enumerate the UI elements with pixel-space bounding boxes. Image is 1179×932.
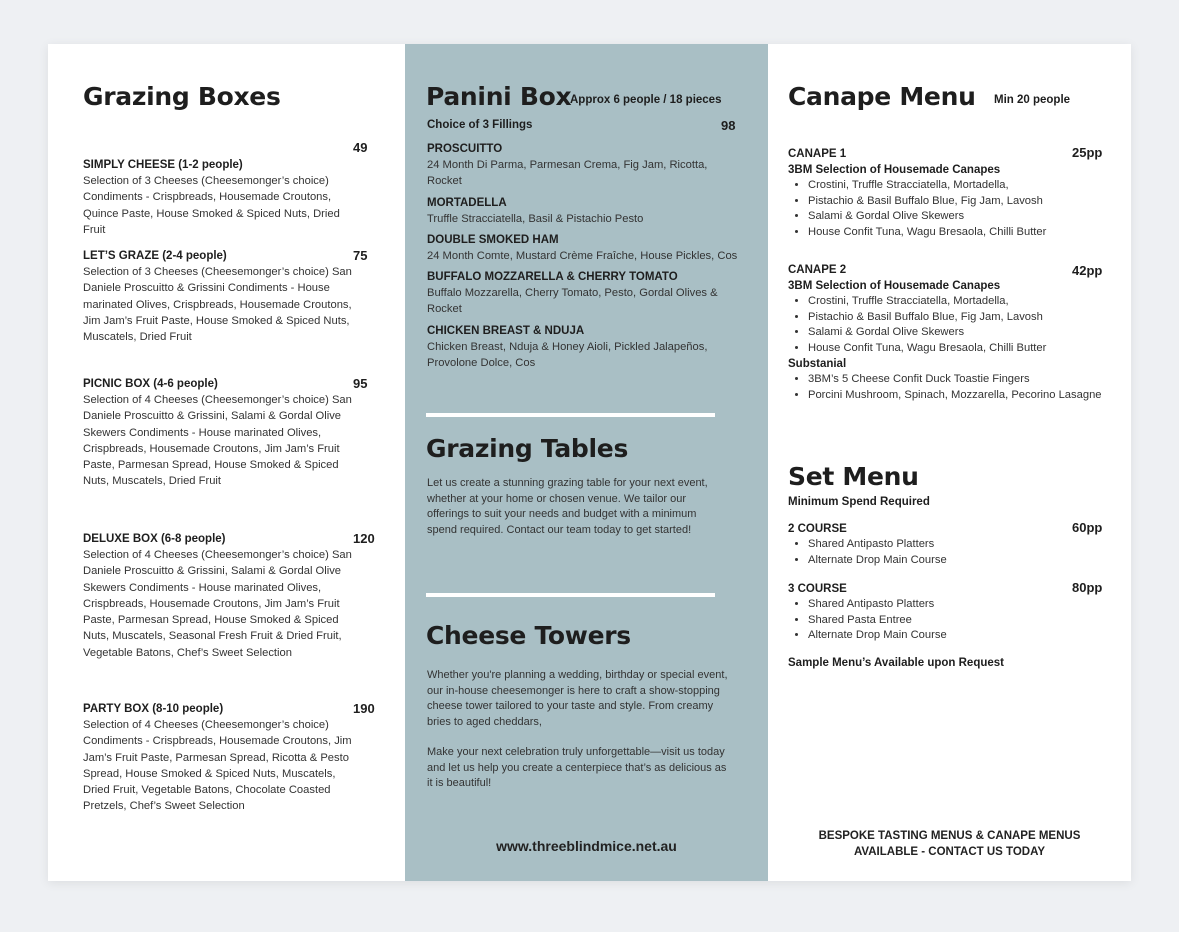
set-menu-title: Set Menu xyxy=(788,462,919,491)
price-simply-cheese: 49 xyxy=(353,140,368,155)
cheese-towers-body-2: Make your next celebration truly unforgettable—visit us today and let us help you create a centerpiece that’s as delicious as it is beautiful! xyxy=(427,746,727,789)
cheese-towers-title: Cheese Towers xyxy=(426,621,631,650)
filling-name: DOUBLE SMOKED HAM xyxy=(427,233,559,246)
filling-description: 24 Month Di Parma, Parmesan Crema, Fig Jam, Ricotta, Rocket xyxy=(427,159,708,188)
filling-description: Buffalo Mozzarella, Cherry Tomato, Pesto, Gordal Olives & Rocket xyxy=(427,287,718,316)
bespoke-note xyxy=(788,828,1111,860)
panini-serving-note: Approx 6 people / 18 pieces xyxy=(570,94,722,106)
item-title: SIMPLY CHEESE (1-2 people) xyxy=(83,159,243,171)
filling-description: 24 Month Comte, Mustard Crème Fraîche, House Pickles, Cos xyxy=(427,249,738,262)
canape-1-price: 25pp xyxy=(1072,145,1103,160)
item-description: Selection of 4 Cheeses (Cheesemonger’s choice) San Daniele Proscuitto & Grissini, Salami & Gordal Olive Skewers Condiments - House marinated Olives, Crispbreads, Housemade Croutons, Jim Jam’s Fruit Paste, Parmesan Spread, House Smoked & Spiced Nuts, Muscatels, Dried Fruit xyxy=(83,394,352,488)
price-deluxe-box: 120 xyxy=(353,531,375,546)
list-item: • Porcini Mushroom, Spinach, Mozzarella, Pecorino Lasagne xyxy=(808,388,1108,404)
grazing-tables-body: Let us create a stunning grazing table for your next event, whether at your home or chosen venue. We tailor our offerings to suit your needs and budget with a minimum spend required. Contact our team today to get started! xyxy=(427,477,708,536)
panini-box-title: Panini Box xyxy=(426,82,572,111)
section-divider xyxy=(426,593,715,597)
grazing-tables-title: Grazing Tables xyxy=(426,434,629,463)
list-item: • House Confit Tuna, Wagu Bresaola, Chilli Butter xyxy=(808,341,1108,357)
substantial-heading: Substanial xyxy=(788,358,847,370)
item-title: PICNIC BOX (4-6 people) xyxy=(83,378,218,390)
panini-fillings-list xyxy=(427,141,745,371)
grazing-item-deluxe-box xyxy=(83,531,358,661)
list-item: • Alternate Drop Main Course xyxy=(808,553,1108,569)
filling-item xyxy=(427,141,745,190)
three-course-section xyxy=(788,581,1108,644)
filling-item xyxy=(427,323,745,372)
item-title: DELUXE BOX (6-8 people) xyxy=(83,533,226,545)
list-item: • 3BM’s 5 Cheese Confit Duck Toastie Fingers xyxy=(808,372,1108,388)
website-link[interactable]: www.threeblindmice.net.au xyxy=(496,838,677,854)
list-item: • Pistachio & Basil Buffalo Blue, Fig Jam, Lavosh xyxy=(808,194,1108,210)
two-course-list xyxy=(788,537,1108,568)
panini-choice-label: Choice of 3 Fillings xyxy=(427,119,533,131)
filling-item xyxy=(427,232,745,264)
set-menu-min-spend: Minimum Spend Required xyxy=(788,496,930,508)
two-course-price: 60pp xyxy=(1072,520,1103,535)
three-course-price: 80pp xyxy=(1072,580,1103,595)
filling-name: PROSCUITTO xyxy=(427,143,503,155)
list-item: • Crostini, Truffle Stracciatella, Mortadella, xyxy=(808,178,1108,194)
list-item: • Alternate Drop Main Course xyxy=(808,628,1108,644)
three-course-name: 3 COURSE xyxy=(788,583,847,595)
canape-2-price: 42pp xyxy=(1072,263,1103,278)
item-title: LET’S GRAZE (2-4 people) xyxy=(83,250,227,262)
grazing-item-lets-graze xyxy=(83,248,358,345)
grazing-item-party-box xyxy=(83,701,358,815)
filling-name: BUFFALO MOZZARELLA & CHERRY TOMATO xyxy=(427,271,678,284)
item-description: Selection of 4 Cheeses (Cheesemonger’s choice) Condiments - Crispbreads, Housemade Croutons, Jim Jam’s Fruit Paste, Parmesan Spread, Ricotta & Pesto Spread, House Smoked & Spiced Nuts, Muscatels, Dried Fruit, Vegetable Batons, Chocolate Coasted Pretzels, Chef’s Sweet Selection xyxy=(83,719,352,813)
canape-min-people: Min 20 people xyxy=(994,94,1071,106)
price-party-box: 190 xyxy=(353,701,375,716)
bespoke-note-line-1: BESPOKE TASTING MENUS & CANAPE MENUS xyxy=(818,830,1081,842)
filling-item xyxy=(427,269,745,318)
list-item: • Shared Antipasto Platters xyxy=(808,537,1108,553)
list-item: • Salami & Gordal Olive Skewers xyxy=(808,325,1108,341)
canape-1-name: CANAPE 1 xyxy=(788,148,847,160)
grazing-item-picnic-box xyxy=(83,376,358,490)
substantial-list xyxy=(788,372,1108,403)
canape-menu-title: Canape Menu xyxy=(788,82,976,111)
two-course-section xyxy=(788,521,1108,568)
two-course-name: 2 COURSE xyxy=(788,523,847,535)
canape-2-section xyxy=(788,262,1108,403)
canape-1-list xyxy=(788,178,1108,240)
item-description: Selection of 3 Cheeses (Cheesemonger’s choice) Condiments - Crispbreads, Housemade Croutons, Quince Paste, House Smoked & Spiced Nuts, Dried Fruit xyxy=(83,175,340,236)
price-lets-graze: 75 xyxy=(353,248,368,263)
filling-name: MORTADELLA xyxy=(427,196,507,209)
filling-description: Chicken Breast, Nduja & Honey Aioli, Pickled Jalapeños, Provolone Dolce, Cos xyxy=(427,340,708,370)
grazing-boxes-title: Grazing Boxes xyxy=(83,82,281,111)
panini-price: 98 xyxy=(721,118,736,133)
canape-1-subtitle: 3BM Selection of Housemade Canapes xyxy=(788,164,1001,176)
list-item: • Salami & Gordal Olive Skewers xyxy=(808,209,1108,225)
sample-menu-note: Sample Menu’s Available upon Request xyxy=(788,657,1004,669)
canape-2-name: CANAPE 2 xyxy=(788,264,847,276)
menu-brochure xyxy=(48,44,1131,881)
canape-set-menu-panel xyxy=(768,44,1131,881)
canape-2-list xyxy=(788,294,1108,356)
item-description: Selection of 3 Cheeses (Cheesemonger’s choice) San Daniele Proscuitto & Grissini Condiments - House marinated Olives, Crispbreads, Housemade Croutons, Jim Jam’s Fruit Paste, House Smoked & Spiced Nuts, Muscatels, Dried Fruit xyxy=(83,266,352,344)
price-picnic-box: 95 xyxy=(353,376,368,391)
list-item: • Shared Antipasto Platters xyxy=(808,597,1108,613)
canape-1-section xyxy=(788,146,1108,240)
panini-panel xyxy=(405,44,768,881)
item-title: PARTY BOX (8-10 people) xyxy=(83,703,224,715)
section-divider xyxy=(426,413,715,417)
filling-description: Truffle Stracciatella, Basil & Pistachio Pesto xyxy=(427,212,644,225)
filling-name: CHICKEN BREAST & NDUJA xyxy=(427,324,585,337)
list-item: • Pistachio & Basil Buffalo Blue, Fig Jam, Lavosh xyxy=(808,310,1108,326)
grazing-boxes-panel xyxy=(48,44,405,881)
canape-2-subtitle: 3BM Selection of Housemade Canapes xyxy=(788,280,1001,292)
grazing-item-simply-cheese xyxy=(83,157,358,238)
cheese-towers-body: Whether you're planning a wedding, birthday or special event, our in-house cheesemonger is here to craft a show-stopping cheese tower tailored to your taste and style. From creamy bries to aged cheddars, xyxy=(427,669,728,728)
item-description: Selection of 4 Cheeses (Cheesemonger’s choice) San Daniele Proscuitto & Grissini, Salami & Gordal Olive Skewers Condiments - House marinated Olives, Crispbreads, Housemade Croutons, Jim Jam’s Fruit Paste, Parmesan Spread, House Smoked & Spiced Nuts, Muscatels, Seasonal Fresh Fruit & Dried Fruit, Vegetable Batons, Chef’s Sweet Selection xyxy=(83,549,352,659)
list-item: • Crostini, Truffle Stracciatella, Mortadella, xyxy=(808,294,1108,310)
bespoke-note-line-2: AVAILABLE - CONTACT US TODAY xyxy=(853,846,1046,858)
filling-item xyxy=(427,195,745,227)
list-item: • Shared Pasta Entree xyxy=(808,613,1108,629)
list-item: • House Confit Tuna, Wagu Bresaola, Chilli Butter xyxy=(808,225,1108,241)
three-course-list xyxy=(788,597,1108,644)
